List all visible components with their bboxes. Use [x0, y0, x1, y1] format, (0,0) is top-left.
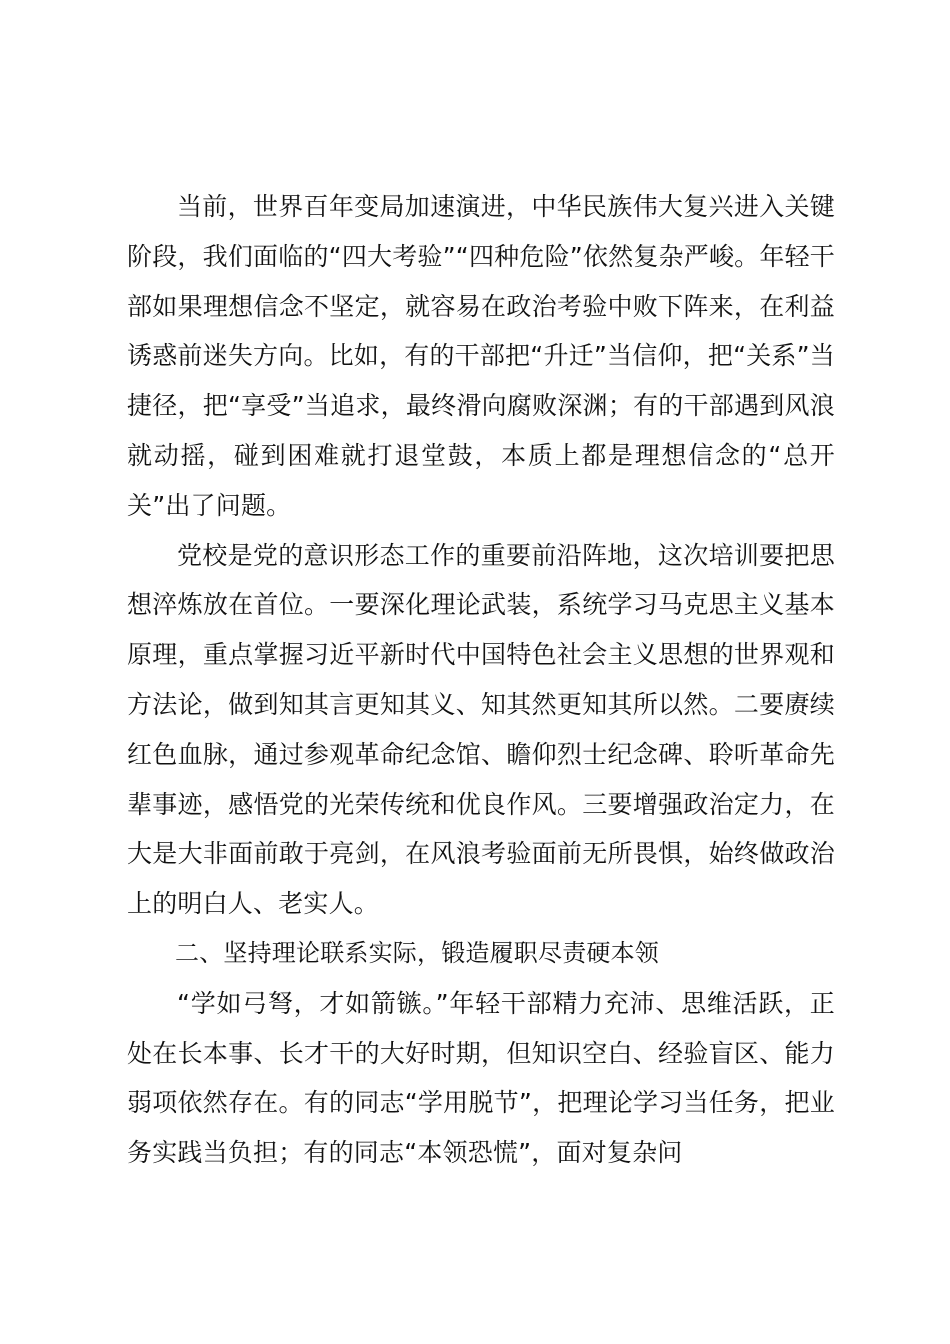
paragraph-learning: “学如弓弩，才如箭镞。”年轻干部精力充沛、思维活跃，正处在长本事、长才干的大好时期，但知识空白、经验盲区、能力弱项依然存在。有的同志“学用脱节”，把理论学习当任务，把业务实践当负担；有的同志“本领恐慌”，面对复杂问 [127, 988, 835, 1168]
section-heading: 二、坚持理论联系实际，锻造履职尽责硬本领 [175, 938, 659, 967]
paragraph-party-school: 党校是党的意识形态工作的重要前沿阵地，这次培训要把思想淬炼放在首位。一要深化理论武装，系统学习马克思主义基本原理，重点掌握习近平新时代中国特色社会主义思想的世界观和方法论，做到知其言更知其义、知其然更知其所以然。二要赓续红色血脉，通过参观革命纪念馆、瞻仰烈士纪念碑、聆听革命先辈事迹，感悟党的光荣传统和优良作风。三要增强政治定力，在大是大非面前敢于亮剑，在风浪考验面前无所畏惧，始终做政治上的明白人、老实人。 [127, 540, 835, 919]
document-body [127, 182, 835, 1178]
paragraph-ideals: 当前，世界百年变局加速演进，中华民族伟大复兴进入关键阶段，我们面临的“四大考验”“四种危险”依然复杂严峻。年轻干部如果理想信念不坚定，就容易在政治考验中败下阵来，在利益诱惑前迷失方向。比如，有的干部把“升迁”当信仰，把“关系”当捷径，把“享受”当追求，最终滑向腐败深渊；有的干部遇到风浪就动摇，碰到困难就打退堂鼓，本质上都是理想信念的“总开关”出了问题。 [127, 192, 835, 520]
